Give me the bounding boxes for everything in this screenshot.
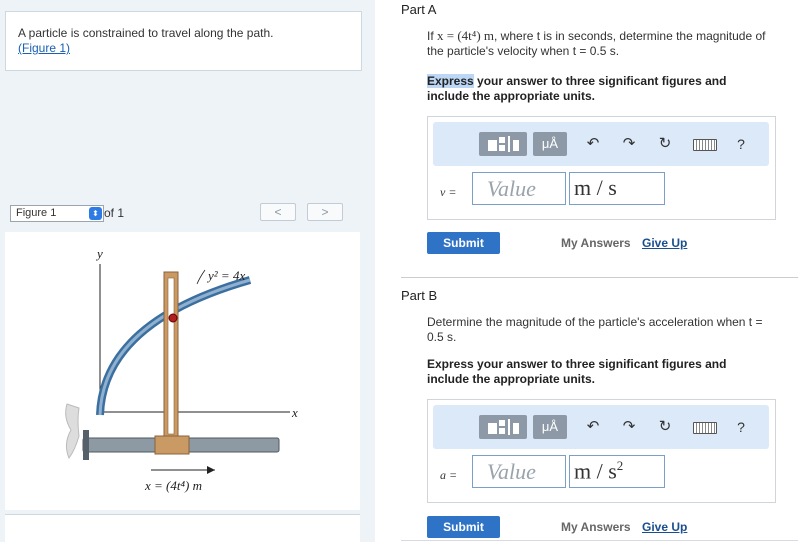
x-axis-label: x — [292, 405, 298, 420]
redo-icon[interactable]: ↷ — [622, 135, 636, 152]
acceleration-unit-input[interactable]: m / $s^2$ — [569, 455, 665, 488]
problem-text — [18, 26, 274, 56]
reset-icon[interactable]: ↻ — [658, 418, 672, 435]
acceleration-label: a = — [440, 468, 458, 482]
figure-select[interactable] — [10, 205, 104, 222]
right-panel — [375, 0, 806, 542]
part-a-answer-box — [427, 116, 776, 220]
select-arrows-icon: ⬍ — [89, 207, 102, 220]
redo-icon[interactable]: ↷ — [622, 418, 636, 435]
part-divider — [401, 277, 798, 278]
part-a-instruction: Express your answer to three significant figures and include the appropriate units. — [427, 74, 727, 103]
templates-button[interactable] — [479, 415, 527, 439]
part-b-answer-box — [427, 399, 776, 503]
templates-button[interactable] — [479, 132, 527, 156]
figure-panel — [5, 232, 360, 510]
particle-pin — [169, 314, 177, 322]
part-a-question: If x = (4t⁴) m, where t is in seconds, determine the magnitude of the particle's velocity when t = 0.5 s. — [427, 28, 766, 58]
prev-figure-button[interactable]: < — [260, 203, 296, 221]
part-b-math-toolbar — [433, 405, 769, 449]
part-a-math-toolbar — [433, 122, 769, 166]
keyboard-icon[interactable] — [693, 132, 717, 156]
curve-equation: y² = 4x — [208, 268, 246, 283]
problem-statement — [5, 11, 362, 71]
part-b-my-answers[interactable]: My Answers — [561, 520, 631, 534]
reset-icon[interactable]: ↻ — [658, 135, 672, 152]
part-b-question: Determine the magnitude of the particle's acceleration when t = 0.5 s. — [427, 315, 763, 344]
part-a-submit-button[interactable]: Submit — [427, 232, 500, 254]
figure-count: of 1 — [104, 206, 125, 220]
part-a-give-up-link[interactable]: Give Up — [642, 236, 688, 250]
part-a-title: Part A — [401, 2, 437, 17]
help-icon[interactable]: ? — [737, 419, 745, 435]
units-button[interactable]: μÅ — [533, 415, 567, 439]
undo-icon[interactable]: ↶ — [586, 135, 600, 152]
mechanism-diagram — [5, 232, 360, 510]
acceleration-value-input[interactable]: Value — [472, 455, 566, 488]
part-b-instruction: Express your answer to three significant figures and include the appropriate units. — [427, 357, 727, 386]
next-figure-button[interactable]: > — [307, 203, 343, 221]
problem-sentence: A particle is constrained to travel along the path. — [18, 26, 274, 40]
part-b-submit-button[interactable]: Submit — [427, 516, 500, 538]
arrow-right-icon — [207, 466, 215, 474]
wall-support — [66, 404, 79, 458]
part-b-title: Part B — [401, 288, 438, 303]
unit-exponent: 2 — [616, 458, 624, 473]
y-axis-label: y — [97, 246, 103, 261]
slider-equation: x = (4t⁴) m — [145, 478, 202, 493]
velocity-unit-input[interactable]: m / s — [569, 172, 665, 205]
part-a-equation: x = (4t⁴) m — [437, 28, 495, 43]
part-a-my-answers[interactable]: My Answers — [561, 236, 631, 250]
figure-link[interactable]: (Figure 1) — [18, 41, 71, 55]
units-button[interactable]: μÅ — [533, 132, 567, 156]
bottom-divider — [401, 540, 798, 541]
figure-toolbar — [5, 200, 360, 228]
part-b-give-up-link[interactable]: Give Up — [642, 520, 688, 534]
figure-footer — [5, 514, 360, 543]
velocity-label: v = — [440, 185, 457, 199]
slider-collar — [155, 436, 189, 454]
help-icon[interactable]: ? — [737, 136, 745, 152]
velocity-value-input[interactable]: Value — [472, 172, 566, 205]
keyboard-icon[interactable] — [693, 415, 717, 439]
left-panel — [0, 0, 375, 542]
figure-select-value: Figure 1 — [16, 207, 57, 219]
undo-icon[interactable]: ↶ — [586, 418, 600, 435]
